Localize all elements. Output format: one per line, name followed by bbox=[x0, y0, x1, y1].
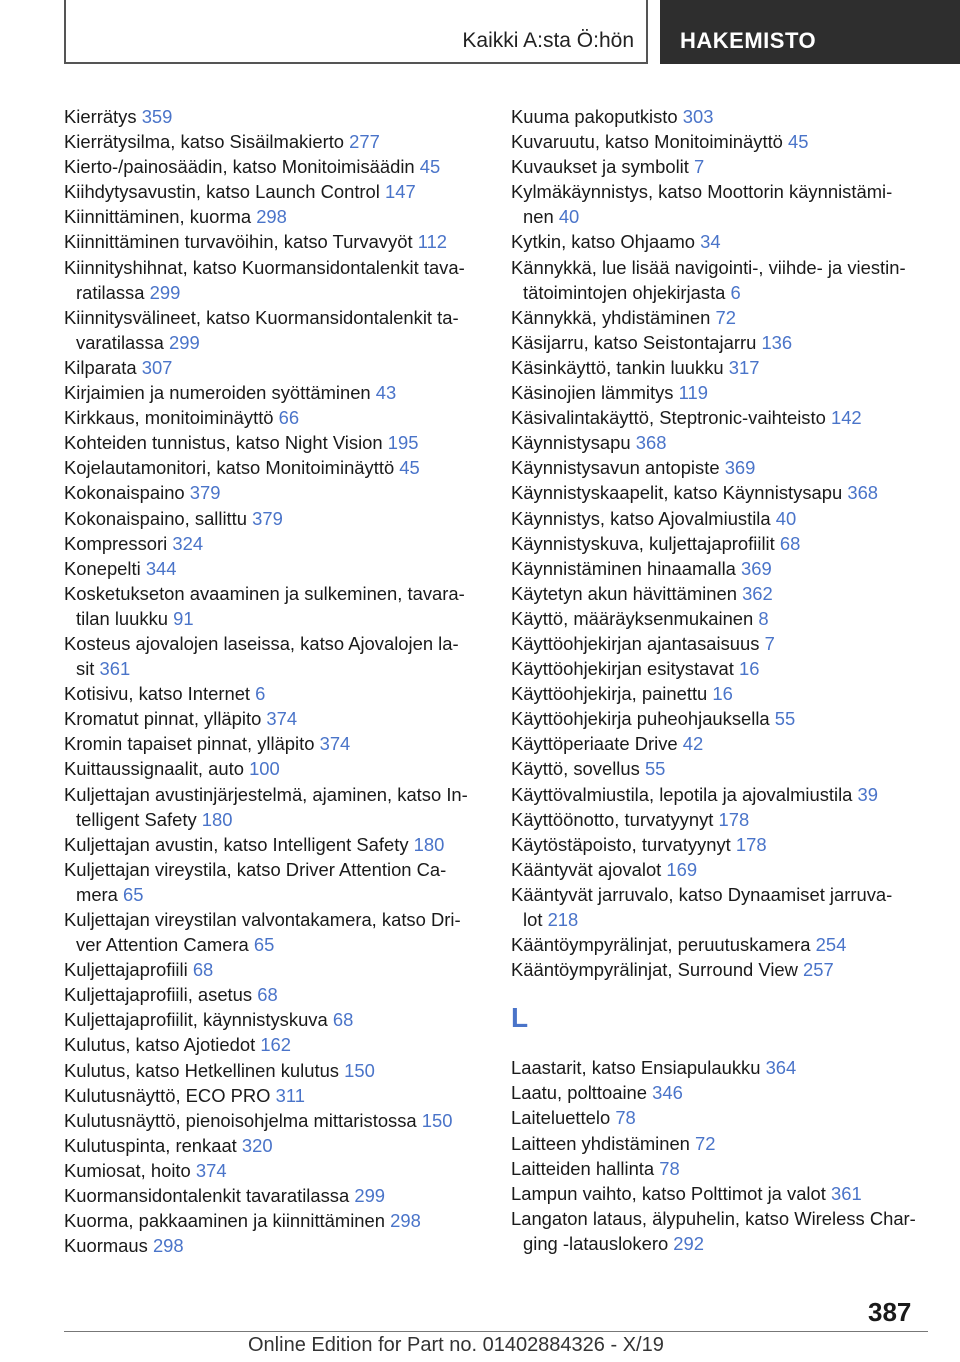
index-entry-text: Kirjaimien ja numeroiden syöttäminen bbox=[64, 382, 371, 404]
page-link[interactable]: 369 bbox=[741, 557, 772, 579]
index-entry-text: Kuormansidontalenkit tavaratilassa bbox=[64, 1185, 350, 1207]
page-link[interactable]: 362 bbox=[742, 582, 773, 604]
page-link[interactable]: 368 bbox=[635, 432, 667, 454]
index-entry bbox=[64, 907, 494, 957]
index-entry bbox=[64, 179, 494, 204]
index-entry-text: Kotisivu, katso Internet bbox=[64, 683, 251, 705]
index-entry bbox=[511, 179, 941, 229]
index-entry bbox=[64, 1208, 494, 1233]
index-entry-text: Laitteen yhdistäminen bbox=[511, 1132, 690, 1154]
index-entry-text: Kierrätysilma, katso Sisäilmakierto bbox=[64, 131, 345, 153]
index-entry-text: Käyttöohjekirjan ajantasaisuus bbox=[511, 632, 760, 654]
index-entry bbox=[64, 556, 494, 581]
page-link[interactable]: 374 bbox=[195, 1159, 227, 1181]
index-entry-text: Kokonaispaino bbox=[64, 482, 185, 504]
index-entry-text: Kulutusnäyttö, pienoisohjelma mittaristossa bbox=[64, 1109, 417, 1131]
page-link[interactable]: 254 bbox=[815, 934, 847, 956]
page-link[interactable]: 299 bbox=[149, 281, 181, 303]
index-entry bbox=[511, 229, 941, 254]
page-link[interactable]: 91 bbox=[173, 607, 194, 629]
page-link[interactable]: 78 bbox=[659, 1157, 680, 1179]
index-entry-text: Kuormaus bbox=[64, 1235, 148, 1257]
index-entry bbox=[64, 104, 494, 129]
page-link[interactable]: 72 bbox=[715, 306, 736, 328]
page-link[interactable]: 68 bbox=[779, 532, 801, 554]
index-entry bbox=[64, 380, 494, 405]
index-entry-text: Laastarit, katso Ensiapulaukku bbox=[511, 1057, 761, 1079]
index-entry bbox=[511, 104, 941, 129]
index-entry-text: ratilassa bbox=[76, 281, 145, 303]
index-entry-text: varatilassa bbox=[76, 331, 164, 353]
page-link[interactable]: 324 bbox=[172, 532, 204, 554]
index-entry bbox=[511, 731, 941, 756]
index-entry bbox=[64, 455, 494, 480]
index-entry-text: Käynnistyskuva, kuljettajaprofiilit bbox=[511, 532, 775, 554]
page-link[interactable]: 344 bbox=[145, 557, 177, 579]
index-entry-text: Käytetyn akun hävittäminen bbox=[511, 582, 737, 604]
index-entry-text: Kuljettajaprofiilit, käynnistyskuva bbox=[64, 1009, 328, 1031]
page-link[interactable]: 299 bbox=[169, 331, 200, 353]
page-link[interactable]: 374 bbox=[319, 733, 351, 755]
index-entry-text: nen bbox=[523, 206, 554, 228]
footer-divider bbox=[64, 1331, 928, 1332]
index-entry-text: Kosketukseton avaaminen ja sulkeminen, tavara- bbox=[64, 582, 465, 604]
index-entry-text: Käsijarru, katso Seistontajarru bbox=[511, 331, 757, 353]
index-entry bbox=[64, 581, 494, 631]
page-link[interactable]: 162 bbox=[260, 1034, 291, 1056]
index-entry-text: ver Attention Camera bbox=[76, 934, 249, 956]
page-link[interactable]: 277 bbox=[349, 131, 380, 153]
page-link[interactable]: 65 bbox=[253, 934, 275, 956]
index-entry-text: Kulutus, katso Hetkellinen kulutus bbox=[64, 1059, 339, 1081]
index-entry bbox=[64, 857, 494, 907]
index-entry bbox=[64, 1133, 494, 1158]
index-entry-text: Kuuma pakoputkisto bbox=[511, 106, 678, 127]
index-entry-text: Kierrätys bbox=[64, 106, 137, 127]
index-entry bbox=[511, 330, 941, 355]
index-entry-text: Kuorma, pakkaaminen ja kiinnittäminen bbox=[64, 1210, 385, 1232]
index-entry bbox=[64, 1158, 494, 1183]
page-link[interactable]: 45 bbox=[419, 156, 441, 178]
index-entry bbox=[511, 1181, 941, 1206]
index-entry bbox=[64, 1108, 494, 1133]
index-entry bbox=[64, 255, 494, 305]
index-entry bbox=[64, 731, 494, 756]
page-link[interactable]: 379 bbox=[189, 482, 221, 504]
index-entry bbox=[511, 1080, 941, 1105]
index-entry bbox=[511, 882, 941, 932]
index-entry-text: Kompressori bbox=[64, 532, 168, 554]
index-entry-text: Lampun vaihto, katso Polttimot ja valot bbox=[511, 1182, 826, 1204]
page-link[interactable]: 39 bbox=[857, 783, 878, 805]
index-entry-text: Kromatut pinnat, ylläpito bbox=[64, 708, 262, 730]
page-link[interactable]: 40 bbox=[775, 507, 797, 529]
index-entry bbox=[64, 531, 494, 556]
page-link[interactable]: 178 bbox=[735, 833, 767, 855]
page-link[interactable]: 68 bbox=[192, 959, 214, 981]
index-entry bbox=[511, 480, 941, 505]
page-link[interactable]: 43 bbox=[375, 382, 397, 404]
index-entry bbox=[511, 154, 941, 179]
index-entry-text: Kännykkä, yhdistäminen bbox=[511, 306, 711, 328]
index-entry-text: Käynnistysavun antopiste bbox=[511, 457, 720, 479]
index-entry-text: Kuljettajaprofiili bbox=[64, 959, 188, 981]
page-link[interactable]: 147 bbox=[385, 181, 416, 203]
index-entry bbox=[64, 480, 494, 505]
index-entry-text: Käytöstäpoisto, turvatyynyt bbox=[511, 833, 731, 855]
index-entry-text: Käynnistysapu bbox=[511, 432, 631, 454]
page-link[interactable]: 119 bbox=[678, 382, 708, 404]
index-section-k bbox=[511, 104, 941, 982]
footer-text: Online Edition for Part no. 01402884326 - X/19 bbox=[248, 1334, 664, 1356]
page-link[interactable]: 320 bbox=[241, 1134, 273, 1156]
index-entry-text: Kiihdytysavustin, katso Launch Control bbox=[64, 181, 380, 203]
index-entry bbox=[511, 656, 941, 681]
index-entry-text: Konepelti bbox=[64, 557, 141, 579]
index-entry-text: Kulutusnäyttö, ECO PRO bbox=[64, 1084, 271, 1106]
page-link[interactable]: 180 bbox=[201, 808, 233, 830]
index-entry-text: Kuittaussignaalit, auto bbox=[64, 758, 244, 780]
page-link[interactable]: 359 bbox=[141, 106, 173, 127]
index-entry bbox=[511, 631, 941, 656]
index-entry bbox=[64, 229, 494, 254]
index-entry bbox=[64, 1183, 494, 1208]
page-link[interactable]: 311 bbox=[275, 1084, 305, 1106]
index-entry-text: Kojelautamonitori, katso Monitoiminäyttö bbox=[64, 457, 395, 479]
header-title-box bbox=[64, 0, 648, 64]
page-link[interactable]: 72 bbox=[695, 1132, 716, 1154]
index-entry-text: Kuljettajaprofiili, asetus bbox=[64, 984, 253, 1006]
index-entry-text: Käyttöohjekirja puheohjauksella bbox=[511, 708, 770, 730]
index-entry-text: Kuljettajan vireystila, katso Driver Attention Ca- bbox=[64, 858, 447, 880]
index-entry-text: Kytkin, katso Ohjaamo bbox=[511, 231, 695, 253]
index-entry-text: Kännykkä, lue lisää navigointi-, viihde- ja viestin- bbox=[511, 256, 906, 278]
index-entry-text: Kiinnitysvälineet, katso Kuormansidontalenkit ta- bbox=[64, 306, 459, 328]
index-entry-text: Käyttövalmiustila, lepotila ja ajovalmiustila bbox=[511, 783, 853, 805]
page-link[interactable]: 298 bbox=[390, 1210, 421, 1232]
page-link[interactable]: 42 bbox=[682, 733, 704, 755]
page-link[interactable]: 136 bbox=[761, 331, 793, 353]
page-link[interactable]: 78 bbox=[615, 1107, 636, 1129]
index-entry-text: Käsinkäyttö, tankin luukku bbox=[511, 356, 724, 378]
index-entry bbox=[511, 1206, 941, 1256]
index-entry bbox=[64, 681, 494, 706]
index-entry-text: Käsivalintakäyttö, Steptronic-vaihteisto bbox=[511, 407, 826, 429]
index-entry bbox=[64, 957, 494, 982]
index-entry-text: Kulutuspinta, renkaat bbox=[64, 1134, 237, 1156]
index-entry bbox=[511, 581, 941, 606]
page-link[interactable]: 303 bbox=[682, 106, 714, 127]
index-entry bbox=[64, 154, 494, 179]
index-entry-text: Kääntyvät ajovalot bbox=[511, 858, 662, 880]
index-entry-text: Kääntöympyrälinjat, Surround View bbox=[511, 959, 798, 981]
index-entry bbox=[64, 1032, 494, 1057]
index-entry bbox=[511, 455, 941, 480]
page-link[interactable]: 100 bbox=[249, 758, 280, 780]
index-entry bbox=[64, 305, 494, 355]
page-link[interactable]: 7 bbox=[764, 632, 775, 654]
index-entry bbox=[511, 1055, 941, 1080]
index-entry-text: Kuvaruutu, katso Monitoiminäyttö bbox=[511, 131, 783, 153]
index-entry-text: Laitteiden hallinta bbox=[511, 1157, 655, 1179]
index-column-left bbox=[64, 104, 494, 1258]
page-link[interactable]: 112 bbox=[417, 231, 448, 253]
page-link[interactable]: 66 bbox=[278, 407, 300, 429]
index-entry bbox=[511, 1131, 941, 1156]
index-entry bbox=[64, 706, 494, 731]
index-entry bbox=[511, 1156, 941, 1181]
index-entry-text: Käyttöönotto, turvatyynyt bbox=[511, 808, 714, 830]
index-entry-text: Käynnistyskaapelit, katso Käynnistysapu bbox=[511, 482, 843, 504]
index-entry bbox=[64, 1083, 494, 1108]
index-entry-text: Kiinnittäminen turvavöihin, katso Turvavyöt bbox=[64, 231, 413, 253]
index-entry-text: Kokonaispaino, sallittu bbox=[64, 507, 247, 529]
index-entry-text: Kylmäkäynnistys, katso Moottorin käynnistämi- bbox=[511, 181, 893, 203]
page-link[interactable]: 7 bbox=[693, 156, 705, 178]
page-link[interactable]: 150 bbox=[344, 1059, 375, 1081]
index-entry-text: Kiinnittäminen, kuorma bbox=[64, 206, 252, 228]
page-link[interactable]: 379 bbox=[252, 507, 283, 529]
page-link[interactable]: 68 bbox=[257, 984, 278, 1006]
page-link[interactable]: 317 bbox=[728, 356, 760, 378]
index-entry-text: Kirkkaus, monitoiminäyttö bbox=[64, 407, 274, 429]
index-entry bbox=[64, 506, 494, 531]
index-tab[interactable] bbox=[660, 0, 960, 64]
index-entry-text: Laiteluettelo bbox=[511, 1107, 611, 1129]
page-link[interactable]: 150 bbox=[421, 1109, 453, 1131]
page-link[interactable]: 298 bbox=[152, 1235, 184, 1257]
index-entry bbox=[511, 1105, 941, 1130]
index-entry bbox=[64, 1233, 494, 1258]
page-link[interactable]: 40 bbox=[558, 206, 580, 228]
index-entry-text: Käyttöohjekirja, painettu bbox=[511, 683, 708, 705]
index-entry bbox=[511, 305, 941, 330]
page-link[interactable]: 374 bbox=[266, 708, 298, 730]
index-entry-text: Käynnistys, katso Ajovalmiustila bbox=[511, 507, 771, 529]
index-entry bbox=[511, 606, 941, 631]
page-link[interactable]: 16 bbox=[712, 683, 733, 705]
index-entry bbox=[64, 129, 494, 154]
index-entry-text: Kuljettajan vireystilan valvontakamera, katso Dri- bbox=[64, 909, 461, 930]
index-entry bbox=[64, 1058, 494, 1083]
page-link[interactable]: 292 bbox=[673, 1232, 704, 1254]
index-entry-text: mera bbox=[76, 883, 118, 905]
index-entry bbox=[511, 706, 941, 731]
page-link[interactable]: 34 bbox=[700, 231, 721, 253]
index-entry-text: tilan luukku bbox=[76, 607, 169, 629]
page-link[interactable]: 169 bbox=[666, 858, 698, 880]
index-entry bbox=[511, 857, 941, 882]
index-entry-text: Kosteus ajovalojen laseissa, katso Ajovalojen la- bbox=[64, 632, 459, 654]
page-link[interactable]: 361 bbox=[830, 1182, 862, 1204]
index-entry-text: Kääntyvät jarruvalo, katso Dynaamiset jarruva- bbox=[511, 883, 893, 905]
index-entry bbox=[511, 957, 941, 982]
index-entry bbox=[511, 405, 941, 430]
page-link[interactable]: 178 bbox=[718, 808, 750, 830]
index-entry-text: Kulutus, katso Ajotiedot bbox=[64, 1034, 256, 1056]
index-entry-text: Kiinnityshihnat, katso Kuormansidontalenkit tava- bbox=[64, 256, 465, 278]
index-entry-text: Kuljettajan avustin, katso Intelligent Safety bbox=[64, 833, 409, 855]
page-link[interactable]: 307 bbox=[141, 356, 173, 378]
index-entry bbox=[64, 756, 494, 781]
page-link[interactable]: 361 bbox=[99, 658, 131, 680]
index-entry-text: Kromin tapaiset pinnat, ylläpito bbox=[64, 733, 315, 755]
index-entry bbox=[511, 129, 941, 154]
index-entry bbox=[64, 405, 494, 430]
section-letter: L bbox=[511, 1002, 529, 1034]
index-entry-text: Kääntöympyrälinjat, peruutuskamera bbox=[511, 934, 811, 956]
index-entry-text: Käyttöohjekirjan esitystavat bbox=[511, 658, 734, 680]
index-entry-text: tätoimintojen ohjekirjasta bbox=[523, 281, 726, 303]
index-entry bbox=[64, 982, 494, 1007]
page-link[interactable]: 369 bbox=[724, 457, 756, 479]
index-entry-text: Kuvaukset ja symbolit bbox=[511, 156, 689, 178]
page-link[interactable]: 16 bbox=[738, 658, 760, 680]
index-entry-text: Kumiosat, hoito bbox=[64, 1159, 191, 1181]
index-entry bbox=[64, 355, 494, 380]
index-entry bbox=[511, 807, 941, 832]
index-entry bbox=[511, 932, 941, 957]
index-entry-text: ging -latauslokero bbox=[523, 1232, 669, 1254]
page-link[interactable]: 299 bbox=[354, 1185, 386, 1207]
index-entry-text: Käyttö, määräyksenmukainen bbox=[511, 607, 754, 629]
page-link[interactable]: 55 bbox=[774, 708, 796, 730]
index-entry-text: Laatu, polttoaine bbox=[511, 1082, 647, 1104]
index-entry bbox=[511, 506, 941, 531]
page-link[interactable]: 55 bbox=[644, 758, 666, 780]
page-link[interactable]: 65 bbox=[123, 883, 144, 905]
index-entry bbox=[511, 430, 941, 455]
index-entry-text: Kilparata bbox=[64, 356, 137, 378]
page-link[interactable]: 368 bbox=[847, 482, 879, 504]
page-number: 387 bbox=[868, 1297, 912, 1327]
index-entry bbox=[64, 832, 494, 857]
index-entry-text: Kierto-/painosäädin, katso Monitoimisäädin bbox=[64, 156, 415, 178]
index-entry bbox=[64, 1007, 494, 1032]
index-entry bbox=[511, 832, 941, 857]
index-entry bbox=[511, 556, 941, 581]
index-entry bbox=[64, 782, 494, 832]
page-link[interactable]: 142 bbox=[830, 407, 862, 429]
index-entry-text: Kuljettajan avustinjärjestelmä, ajaminen, katso In- bbox=[64, 783, 468, 805]
index-entry bbox=[511, 681, 941, 706]
index-entry bbox=[511, 531, 941, 556]
index-entry-text: Kohteiden tunnistus, katso Night Vision bbox=[64, 432, 383, 454]
page-link[interactable]: 45 bbox=[399, 457, 420, 479]
index-entry bbox=[511, 782, 941, 807]
index-entry bbox=[511, 380, 941, 405]
index-section-l bbox=[511, 1055, 941, 1256]
index-entry-text: Käyttöperiaate Drive bbox=[511, 733, 678, 755]
page-link[interactable]: 45 bbox=[788, 131, 809, 153]
page-link[interactable]: 195 bbox=[387, 432, 419, 454]
index-entry bbox=[64, 430, 494, 455]
page-link[interactable]: 6 bbox=[255, 683, 266, 705]
index-entry-text: Käynnistäminen hinaamalla bbox=[511, 557, 736, 579]
page-link[interactable]: 180 bbox=[413, 833, 445, 855]
page-link[interactable]: 257 bbox=[803, 959, 834, 981]
index-entry-text: lot bbox=[523, 909, 543, 930]
index-entry bbox=[511, 355, 941, 380]
index-tab-label: HAKEMISTO bbox=[680, 28, 817, 53]
index-entry bbox=[511, 255, 941, 305]
index-entry bbox=[64, 631, 494, 681]
index-entry-text: Käyttö, sovellus bbox=[511, 758, 640, 780]
page-link[interactable]: 218 bbox=[547, 909, 579, 930]
header-title: Kaikki A:sta Ö:hön bbox=[462, 29, 634, 52]
index-entry bbox=[511, 756, 941, 781]
page-link[interactable]: 68 bbox=[332, 1009, 354, 1031]
index-entry-text: Käsinojien lämmitys bbox=[511, 382, 674, 404]
index-column-right bbox=[511, 104, 941, 1256]
page-link[interactable]: 6 bbox=[730, 281, 741, 303]
page-link[interactable]: 364 bbox=[765, 1057, 797, 1079]
page-link[interactable]: 8 bbox=[758, 607, 769, 629]
index-entry-text: telligent Safety bbox=[76, 808, 197, 830]
page-link[interactable]: 346 bbox=[652, 1082, 683, 1104]
index-entry-text: Langaton lataus, älypuhelin, katso Wireless Char- bbox=[511, 1207, 916, 1229]
page-link[interactable]: 298 bbox=[256, 206, 287, 228]
index-entry-text: sit bbox=[76, 658, 95, 680]
index-entry bbox=[64, 204, 494, 229]
